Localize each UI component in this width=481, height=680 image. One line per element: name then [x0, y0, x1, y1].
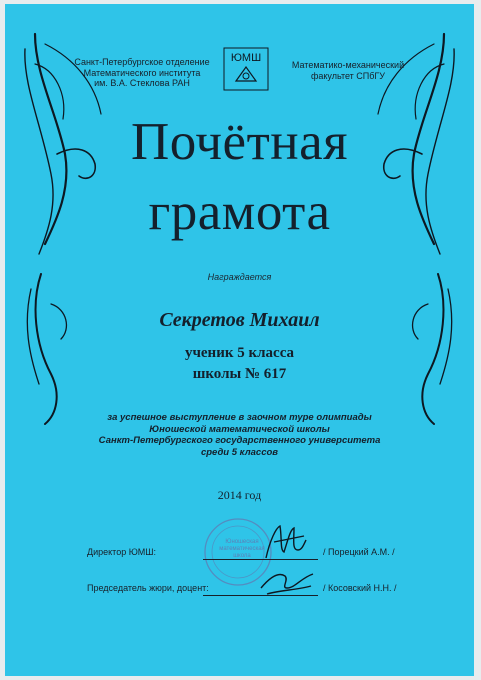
- director-label: Директор ЮМШ:: [87, 547, 157, 557]
- jury-chair-name: / Косовский Н.Н. /: [323, 583, 397, 593]
- director-signature: [260, 520, 310, 564]
- jury-chair-signature: [257, 566, 317, 598]
- recipient-name: Секретов Михаил: [159, 309, 320, 331]
- recipient-school: школы № 617: [192, 366, 287, 382]
- school-logo: [220, 47, 272, 91]
- organizer-left-line3: им. В.А. Стеклова РАН: [94, 78, 190, 88]
- recipient-grade: ученик 5 класса: [184, 345, 295, 361]
- director-name: / Порецкий А.М. /: [323, 547, 395, 557]
- certificate-title-line2: грамота: [148, 183, 331, 241]
- description-line1: за успешное выступление в заочном туре олимпиады: [107, 412, 372, 423]
- logo-text: ЮМШ: [230, 52, 262, 64]
- stamp-line3: школа: [233, 553, 251, 559]
- awarded-label: Награждается: [207, 272, 272, 282]
- certificate-sheet: [5, 4, 474, 676]
- stamp-line2: математическая: [219, 546, 265, 552]
- organizer-right-line2: факультет СПбГУ: [310, 70, 386, 81]
- description-line2: Юношеской математической школы: [149, 423, 330, 435]
- description-line3: Санкт-Петербургского государственного университета: [98, 435, 381, 446]
- organizer-left: [67, 57, 217, 89]
- organizer-right-line1: Математико-механический: [291, 60, 405, 70]
- organizer-right: [283, 60, 413, 81]
- award-description: [5, 412, 474, 458]
- certificate-title-line1: Почётная: [130, 113, 348, 171]
- description-line4: среди 5 классов: [200, 446, 279, 458]
- award-year: 2014 год: [217, 488, 262, 502]
- stamp-line1: Юношеская: [225, 539, 259, 545]
- organizer-left-line1: Санкт-Петербургское отделение: [74, 57, 210, 67]
- organizer-left-line2: Математического института: [83, 67, 201, 78]
- jury-chair-label: Председатель жюри, доцент:: [87, 583, 209, 593]
